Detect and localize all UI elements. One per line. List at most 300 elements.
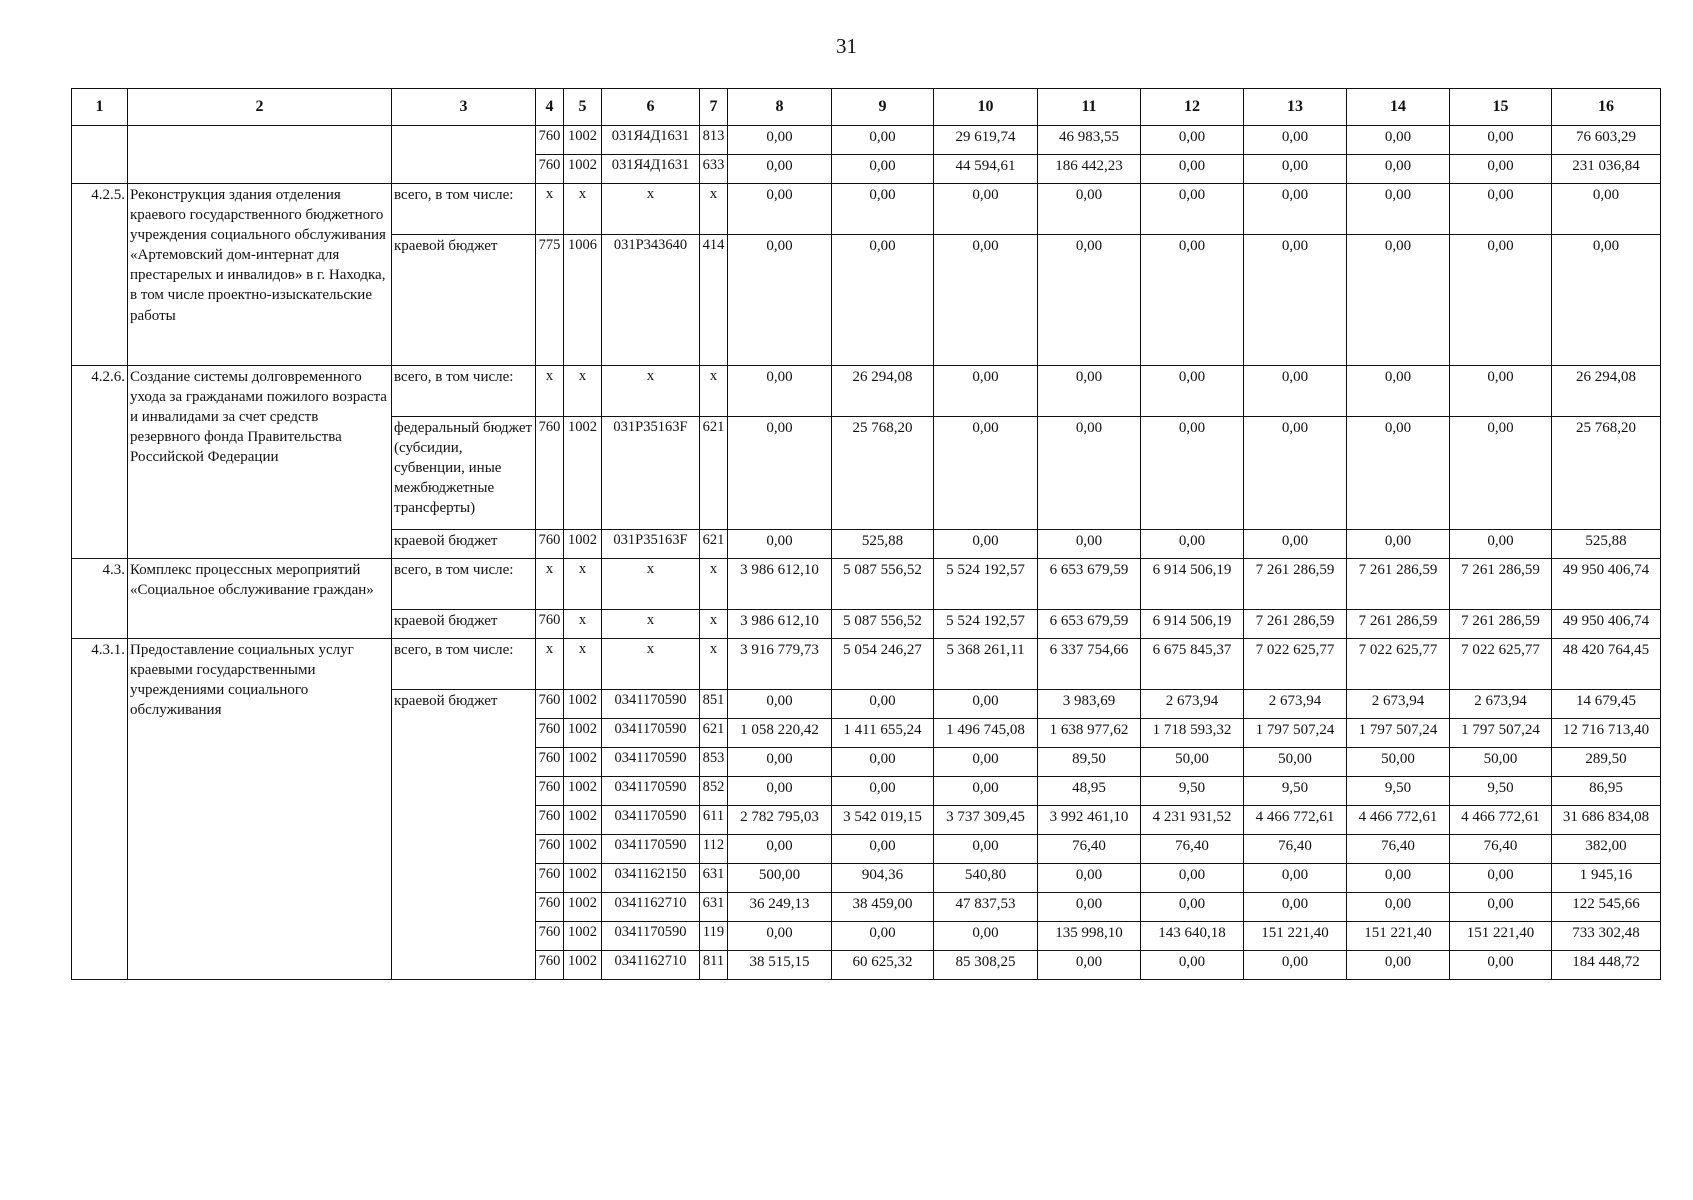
grbs-code: 760	[536, 777, 564, 806]
amount-cell: 0,00	[1141, 417, 1244, 530]
funding-source: всего, в том числе:	[392, 184, 536, 235]
amount-cell: 29 619,74	[934, 126, 1038, 155]
target-article-code: 0341162710	[602, 951, 700, 980]
amount-cell: 0,00	[728, 184, 832, 235]
amount-cell: 151 221,40	[1347, 922, 1450, 951]
amount-cell: 6 653 679,59	[1038, 610, 1141, 639]
column-header-11: 11	[1038, 89, 1141, 126]
amount-cell: 0,00	[1141, 126, 1244, 155]
amount-cell: 1 797 507,24	[1450, 719, 1552, 748]
section-code: 1002	[564, 719, 602, 748]
amount-cell: 0,00	[934, 184, 1038, 235]
grbs-code: 760	[536, 922, 564, 951]
amount-cell: 44 594,61	[934, 155, 1038, 184]
expense-type-code: 611	[700, 806, 728, 835]
amount-cell: 7 261 286,59	[1347, 559, 1450, 610]
amount-cell: 48,95	[1038, 777, 1141, 806]
amount-cell: 184 448,72	[1552, 951, 1661, 980]
amount-cell: 0,00	[832, 235, 934, 366]
amount-cell: 6 675 845,37	[1141, 639, 1244, 690]
amount-cell: 0,00	[1141, 366, 1244, 417]
section-code: 1006	[564, 235, 602, 366]
section-code: 1002	[564, 690, 602, 719]
expense-type-code: 414	[700, 235, 728, 366]
amount-cell: 7 261 286,59	[1244, 610, 1347, 639]
amount-cell: 7 022 625,77	[1347, 639, 1450, 690]
amount-cell: 50,00	[1450, 748, 1552, 777]
grbs-code: 760	[536, 719, 564, 748]
amount-cell: 151 221,40	[1450, 922, 1552, 951]
target-article-code: 0341162710	[602, 893, 700, 922]
expense-type-code: 853	[700, 748, 728, 777]
amount-cell: 0,00	[934, 417, 1038, 530]
funding-source: всего, в том числе:	[392, 559, 536, 610]
amount-cell: 4 231 931,52	[1141, 806, 1244, 835]
section-code: x	[564, 366, 602, 417]
expense-type-code: 621	[700, 417, 728, 530]
amount-cell: 38 459,00	[832, 893, 934, 922]
table-row	[72, 639, 1661, 690]
amount-cell: 6 914 506,19	[1141, 610, 1244, 639]
amount-cell: 0,00	[934, 777, 1038, 806]
amount-cell: 9,50	[1141, 777, 1244, 806]
grbs-code: 760	[536, 951, 564, 980]
table-header	[72, 89, 1661, 126]
amount-cell: 0,00	[1244, 417, 1347, 530]
amount-cell: 0,00	[728, 235, 832, 366]
item-index	[72, 126, 128, 184]
amount-cell: 3 737 309,45	[934, 806, 1038, 835]
amount-cell: 0,00	[934, 235, 1038, 366]
grbs-code: 760	[536, 806, 564, 835]
amount-cell: 0,00	[1244, 951, 1347, 980]
grbs-code: x	[536, 559, 564, 610]
funding-source: краевой бюджет	[392, 690, 536, 980]
section-code: 1002	[564, 893, 602, 922]
table-body	[72, 126, 1661, 980]
amount-cell: 2 673,94	[1450, 690, 1552, 719]
amount-cell: 5 087 556,52	[832, 610, 934, 639]
grbs-code: 760	[536, 417, 564, 530]
amount-cell: 0,00	[832, 835, 934, 864]
amount-cell: 500,00	[728, 864, 832, 893]
section-code: 1002	[564, 806, 602, 835]
column-header-13: 13	[1244, 89, 1347, 126]
amount-cell: 2 673,94	[1244, 690, 1347, 719]
amount-cell: 0,00	[1450, 417, 1552, 530]
item-name	[128, 126, 392, 184]
amount-cell: 540,80	[934, 864, 1038, 893]
amount-cell: 122 545,66	[1552, 893, 1661, 922]
amount-cell: 7 022 625,77	[1244, 639, 1347, 690]
amount-cell: 0,00	[728, 835, 832, 864]
amount-cell: 6 914 506,19	[1141, 559, 1244, 610]
funding-source: краевой бюджет	[392, 610, 536, 639]
column-header-10: 10	[934, 89, 1038, 126]
column-header-5: 5	[564, 89, 602, 126]
amount-cell: 0,00	[728, 417, 832, 530]
item-index: 4.2.5.	[72, 184, 128, 366]
expense-type-code: 621	[700, 719, 728, 748]
amount-cell: 0,00	[832, 155, 934, 184]
amount-cell: 0,00	[1141, 235, 1244, 366]
table-row	[72, 184, 1661, 235]
column-header-7: 7	[700, 89, 728, 126]
amount-cell: 4 466 772,61	[1244, 806, 1347, 835]
amount-cell: 49 950 406,74	[1552, 610, 1661, 639]
amount-cell: 0,00	[1347, 235, 1450, 366]
amount-cell: 0,00	[1450, 864, 1552, 893]
column-header-4: 4	[536, 89, 564, 126]
header-row	[72, 89, 1661, 126]
page-number: 31	[836, 34, 857, 58]
amount-cell: 1 945,16	[1552, 864, 1661, 893]
amount-cell: 76 603,29	[1552, 126, 1661, 155]
column-header-16: 16	[1552, 89, 1661, 126]
expense-type-code: 813	[700, 126, 728, 155]
amount-cell: 0,00	[1347, 184, 1450, 235]
grbs-code: x	[536, 639, 564, 690]
amount-cell: 3 916 779,73	[728, 639, 832, 690]
grbs-code: x	[536, 366, 564, 417]
section-code: 1002	[564, 922, 602, 951]
amount-cell: 14 679,45	[1552, 690, 1661, 719]
grbs-code: 760	[536, 155, 564, 184]
target-article-code: 0341170590	[602, 922, 700, 951]
amount-cell: 86,95	[1552, 777, 1661, 806]
item-index: 4.3.1.	[72, 639, 128, 980]
amount-cell: 0,00	[1038, 864, 1141, 893]
amount-cell: 0,00	[934, 922, 1038, 951]
amount-cell: 49 950 406,74	[1552, 559, 1661, 610]
amount-cell: 0,00	[832, 777, 934, 806]
grbs-code: 760	[536, 748, 564, 777]
amount-cell: 5 524 192,57	[934, 610, 1038, 639]
section-code: 1002	[564, 777, 602, 806]
target-article-code: 031Я4Д1631	[602, 155, 700, 184]
column-header-15: 15	[1450, 89, 1552, 126]
amount-cell: 0,00	[934, 530, 1038, 559]
amount-cell: 0,00	[1450, 184, 1552, 235]
amount-cell: 0,00	[1244, 864, 1347, 893]
amount-cell: 0,00	[1038, 417, 1141, 530]
amount-cell: 4 466 772,61	[1347, 806, 1450, 835]
amount-cell: 50,00	[1141, 748, 1244, 777]
item-index: 4.2.6.	[72, 366, 128, 559]
amount-cell: 0,00	[728, 155, 832, 184]
amount-cell: 0,00	[1244, 235, 1347, 366]
amount-cell: 25 768,20	[1552, 417, 1661, 530]
amount-cell: 231 036,84	[1552, 155, 1661, 184]
expense-type-code: x	[700, 610, 728, 639]
section-code: 1002	[564, 126, 602, 155]
section-code: 1002	[564, 155, 602, 184]
amount-cell: 0,00	[832, 690, 934, 719]
amount-cell: 6 653 679,59	[1038, 559, 1141, 610]
expense-type-code: 119	[700, 922, 728, 951]
amount-cell: 0,00	[728, 922, 832, 951]
amount-cell: 25 768,20	[832, 417, 934, 530]
amount-cell: 4 466 772,61	[1450, 806, 1552, 835]
amount-cell: 12 716 713,40	[1552, 719, 1661, 748]
amount-cell: 2 673,94	[1347, 690, 1450, 719]
table-row	[72, 559, 1661, 610]
amount-cell: 47 837,53	[934, 893, 1038, 922]
amount-cell: 76,40	[1450, 835, 1552, 864]
expense-type-code: 621	[700, 530, 728, 559]
amount-cell: 0,00	[728, 126, 832, 155]
amount-cell: 3 986 612,10	[728, 610, 832, 639]
amount-cell: 1 797 507,24	[1347, 719, 1450, 748]
amount-cell: 0,00	[1450, 893, 1552, 922]
amount-cell: 7 261 286,59	[1244, 559, 1347, 610]
section-code: 1002	[564, 530, 602, 559]
column-header-3: 3	[392, 89, 536, 126]
amount-cell: 48 420 764,45	[1552, 639, 1661, 690]
amount-cell: 1 496 745,08	[934, 719, 1038, 748]
amount-cell: 0,00	[1038, 235, 1141, 366]
expense-type-code: 811	[700, 951, 728, 980]
amount-cell: 0,00	[1347, 366, 1450, 417]
amount-cell: 76,40	[1141, 835, 1244, 864]
section-code: 1002	[564, 835, 602, 864]
amount-cell: 0,00	[934, 835, 1038, 864]
amount-cell: 525,88	[832, 530, 934, 559]
section-code: 1002	[564, 417, 602, 530]
target-article-code: 0341170590	[602, 719, 700, 748]
amount-cell: 0,00	[1347, 155, 1450, 184]
amount-cell: 50,00	[1347, 748, 1450, 777]
section-code: 1002	[564, 864, 602, 893]
expense-type-code: x	[700, 366, 728, 417]
amount-cell: 0,00	[1141, 530, 1244, 559]
target-article-code: x	[602, 366, 700, 417]
target-article-code: x	[602, 559, 700, 610]
grbs-code: 760	[536, 610, 564, 639]
amount-cell: 3 542 019,15	[832, 806, 934, 835]
target-article-code: 0341170590	[602, 806, 700, 835]
amount-cell: 0,00	[1038, 530, 1141, 559]
amount-cell: 0,00	[1038, 893, 1141, 922]
amount-cell: 0,00	[1450, 126, 1552, 155]
amount-cell: 0,00	[1038, 366, 1141, 417]
expense-type-code: 852	[700, 777, 728, 806]
table-row	[72, 126, 1661, 155]
amount-cell: 186 442,23	[1038, 155, 1141, 184]
amount-cell: 0,00	[832, 922, 934, 951]
funding-source: федеральный бюджет (субсидии, субвенции, иные межбюджетные трансферты)	[392, 417, 536, 530]
amount-cell: 76,40	[1244, 835, 1347, 864]
amount-cell: 2 673,94	[1141, 690, 1244, 719]
amount-cell: 7 261 286,59	[1347, 610, 1450, 639]
item-name: Комплекс процессных мероприятий «Социальное обслуживание граждан»	[128, 559, 392, 639]
amount-cell: 60 625,32	[832, 951, 934, 980]
amount-cell: 5 087 556,52	[832, 559, 934, 610]
item-index: 4.3.	[72, 559, 128, 639]
amount-cell: 85 308,25	[934, 951, 1038, 980]
amount-cell: 7 261 286,59	[1450, 610, 1552, 639]
amount-cell: 5 054 246,27	[832, 639, 934, 690]
amount-cell: 1 411 655,24	[832, 719, 934, 748]
amount-cell: 0,00	[728, 530, 832, 559]
target-article-code: 031Р35163F	[602, 417, 700, 530]
amount-cell: 0,00	[1244, 893, 1347, 922]
column-header-2: 2	[128, 89, 392, 126]
amount-cell: 0,00	[832, 748, 934, 777]
funding-source: всего, в том числе:	[392, 366, 536, 417]
column-header-12: 12	[1141, 89, 1244, 126]
amount-cell: 76,40	[1347, 835, 1450, 864]
amount-cell: 0,00	[832, 126, 934, 155]
amount-cell: 3 983,69	[1038, 690, 1141, 719]
amount-cell: 46 983,55	[1038, 126, 1141, 155]
column-header-1: 1	[72, 89, 128, 126]
funding-source: краевой бюджет	[392, 235, 536, 366]
amount-cell: 76,40	[1038, 835, 1141, 864]
amount-cell: 31 686 834,08	[1552, 806, 1661, 835]
section-code: 1002	[564, 748, 602, 777]
grbs-code: 760	[536, 864, 564, 893]
amount-cell: 0,00	[1552, 184, 1661, 235]
target-article-code: 0341162150	[602, 864, 700, 893]
target-article-code: 031Р343640	[602, 235, 700, 366]
amount-cell: 0,00	[1038, 184, 1141, 235]
amount-cell: 0,00	[1552, 235, 1661, 366]
item-name: Реконструкция здания отделения краевого государственного бюджетного учреждения социального обслуживания «Артемовский дом-интернат для престарелых и инвалидов» в г. Находка, в том числе проектно-изыскательские работы	[128, 184, 392, 366]
grbs-code: x	[536, 184, 564, 235]
expense-type-code: x	[700, 559, 728, 610]
target-article-code: 031Я4Д1631	[602, 126, 700, 155]
amount-cell: 89,50	[1038, 748, 1141, 777]
amount-cell: 36 249,13	[728, 893, 832, 922]
amount-cell: 2 782 795,03	[728, 806, 832, 835]
section-code: x	[564, 184, 602, 235]
amount-cell: 0,00	[1244, 155, 1347, 184]
amount-cell: 0,00	[728, 748, 832, 777]
expense-type-code: x	[700, 639, 728, 690]
amount-cell: 0,00	[1347, 893, 1450, 922]
amount-cell: 50,00	[1244, 748, 1347, 777]
target-article-code: x	[602, 184, 700, 235]
grbs-code: 760	[536, 835, 564, 864]
amount-cell: 0,00	[1450, 155, 1552, 184]
amount-cell: 0,00	[1244, 530, 1347, 559]
amount-cell: 26 294,08	[1552, 366, 1661, 417]
amount-cell: 0,00	[1347, 417, 1450, 530]
amount-cell: 9,50	[1450, 777, 1552, 806]
column-header-14: 14	[1347, 89, 1450, 126]
amount-cell: 3 986 612,10	[728, 559, 832, 610]
grbs-code: 760	[536, 530, 564, 559]
target-article-code: x	[602, 639, 700, 690]
grbs-code: 760	[536, 690, 564, 719]
section-code: x	[564, 559, 602, 610]
amount-cell: 0,00	[1141, 893, 1244, 922]
amount-cell: 9,50	[1244, 777, 1347, 806]
amount-cell: 0,00	[832, 184, 934, 235]
amount-cell: 0,00	[1244, 184, 1347, 235]
expense-type-code: 851	[700, 690, 728, 719]
expense-type-code: 633	[700, 155, 728, 184]
amount-cell: 1 797 507,24	[1244, 719, 1347, 748]
funding-source: всего, в том числе:	[392, 639, 536, 690]
amount-cell: 0,00	[1038, 951, 1141, 980]
amount-cell: 0,00	[934, 748, 1038, 777]
amount-cell: 143 640,18	[1141, 922, 1244, 951]
funding-source: краевой бюджет	[392, 530, 536, 559]
amount-cell: 0,00	[1347, 530, 1450, 559]
amount-cell: 0,00	[728, 777, 832, 806]
amount-cell: 0,00	[1450, 530, 1552, 559]
amount-cell: 3 992 461,10	[1038, 806, 1141, 835]
amount-cell: 26 294,08	[832, 366, 934, 417]
budget-table	[71, 88, 1661, 980]
amount-cell: 382,00	[1552, 835, 1661, 864]
column-header-9: 9	[832, 89, 934, 126]
amount-cell: 904,36	[832, 864, 934, 893]
target-article-code: 0341170590	[602, 690, 700, 719]
amount-cell: 0,00	[1347, 951, 1450, 980]
column-header-8: 8	[728, 89, 832, 126]
grbs-code: 775	[536, 235, 564, 366]
table-row	[72, 366, 1661, 417]
amount-cell: 0,00	[1141, 951, 1244, 980]
amount-cell: 9,50	[1347, 777, 1450, 806]
section-code: x	[564, 639, 602, 690]
amount-cell: 0,00	[934, 366, 1038, 417]
expense-type-code: 631	[700, 864, 728, 893]
amount-cell: 1 638 977,62	[1038, 719, 1141, 748]
target-article-code: 0341170590	[602, 777, 700, 806]
amount-cell: 0,00	[1450, 235, 1552, 366]
item-name: Создание системы долговременного ухода за гражданами пожилого возраста и инвалидами за счет средств резервного фонда Правительства Российской Федерации	[128, 366, 392, 559]
amount-cell: 5 524 192,57	[934, 559, 1038, 610]
amount-cell: 7 022 625,77	[1450, 639, 1552, 690]
target-article-code: 0341170590	[602, 835, 700, 864]
amount-cell: 6 337 754,66	[1038, 639, 1141, 690]
amount-cell: 151 221,40	[1244, 922, 1347, 951]
amount-cell: 0,00	[728, 690, 832, 719]
amount-cell: 0,00	[1141, 864, 1244, 893]
amount-cell: 0,00	[1141, 184, 1244, 235]
amount-cell: 0,00	[1347, 864, 1450, 893]
amount-cell: 0,00	[1450, 366, 1552, 417]
grbs-code: 760	[536, 126, 564, 155]
expense-type-code: 631	[700, 893, 728, 922]
amount-cell: 525,88	[1552, 530, 1661, 559]
expense-type-code: x	[700, 184, 728, 235]
amount-cell: 135 998,10	[1038, 922, 1141, 951]
amount-cell: 38 515,15	[728, 951, 832, 980]
amount-cell: 1 718 593,32	[1141, 719, 1244, 748]
amount-cell: 0,00	[934, 690, 1038, 719]
amount-cell: 733 302,48	[1552, 922, 1661, 951]
amount-cell: 0,00	[1244, 366, 1347, 417]
amount-cell: 289,50	[1552, 748, 1661, 777]
amount-cell: 0,00	[1347, 126, 1450, 155]
funding-source	[392, 126, 536, 184]
column-header-6: 6	[602, 89, 700, 126]
section-code: 1002	[564, 951, 602, 980]
amount-cell: 0,00	[728, 366, 832, 417]
amount-cell: 1 058 220,42	[728, 719, 832, 748]
amount-cell: 0,00	[1244, 126, 1347, 155]
grbs-code: 760	[536, 893, 564, 922]
target-article-code: 0341170590	[602, 748, 700, 777]
section-code: x	[564, 610, 602, 639]
amount-cell: 0,00	[1450, 951, 1552, 980]
target-article-code: 031Р35163F	[602, 530, 700, 559]
